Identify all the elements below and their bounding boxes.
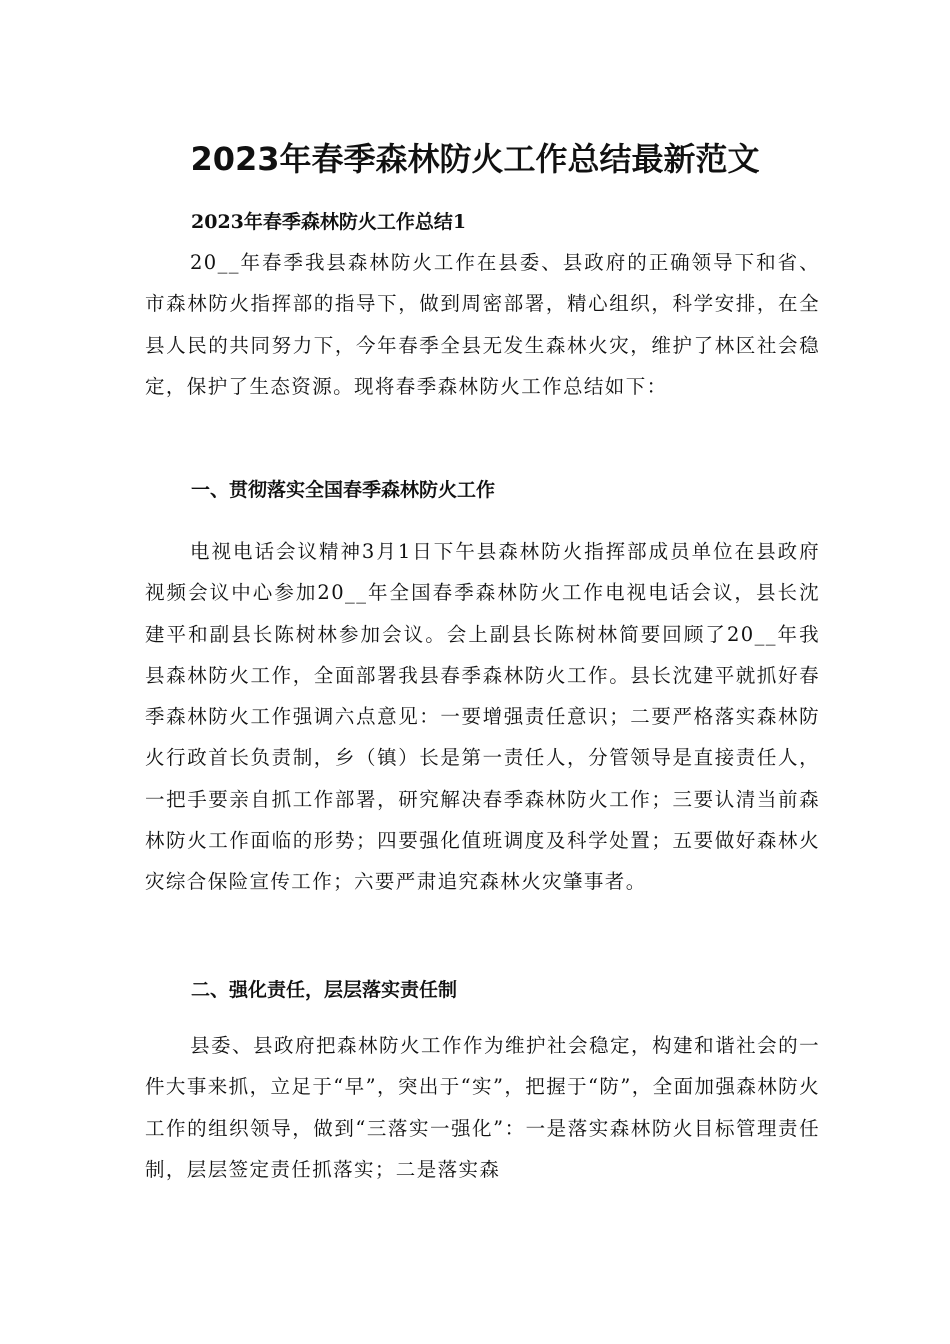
paragraph-intro: 20__年春季我县森林防火工作在县委、县政府的正确领导下和省、市森林防火指挥部的指导下，做到周密部署，精心组织，科学安排，在全县人民的共同努力下，今年春季全县无发生森林火灾，维护了林区社会稳定，保护了生态资源。现将春季森林防火工作总结如下： (145, 251, 820, 398)
paragraph-section-2: 县委、县政府把森林防火工作作为维护社会稳定，构建和谐社会的一件大事来抓，立足于“早”，突出于“实”，把握于“防”，全面加强森林防火工作的组织领导，做到“三落实一强化”：一是落实森林防火目标管理责任制，层层签定责任抓落实；二是落实森 (145, 1034, 820, 1181)
section-heading-2: 二、强化责任，层层落实责任制 (191, 979, 458, 1001)
section-heading-1: 一、贯彻落实全国春季森林防火工作 (191, 479, 496, 501)
document-subtitle: 2023年春季森林防火工作总结1 (191, 211, 467, 233)
document-title: 2023年春季森林防火工作总结最新范文 (190, 140, 760, 178)
paragraph-section-1: 电视电话会议精神3月1日下午县森林防火指挥部成员单位在县政府视频会议中心参加20__年全国春季森林防火工作电视电话会议，县长沈建平和副县长陈树林参加会议。会上副县长陈树林简要回顾了20__年我县森林防火工作，全面部署我县春季森林防火工作。县长沈建平就抓好春季森林防火工作强调六点意见：一要增强责任意识；二要严格落实森林防火行政首长负责制，乡（镇）长是第一责任人，分管领导是直接责任人，一把手要亲自抓工作部署，研究解决春季森林防火工作；三要认清当前森林防火工作面临的形势；四要强化值班调度及科学处置；五要做好森林火灾综合保险宣传工作；六要严肃追究森林火灾肇事者。 (145, 540, 820, 894)
